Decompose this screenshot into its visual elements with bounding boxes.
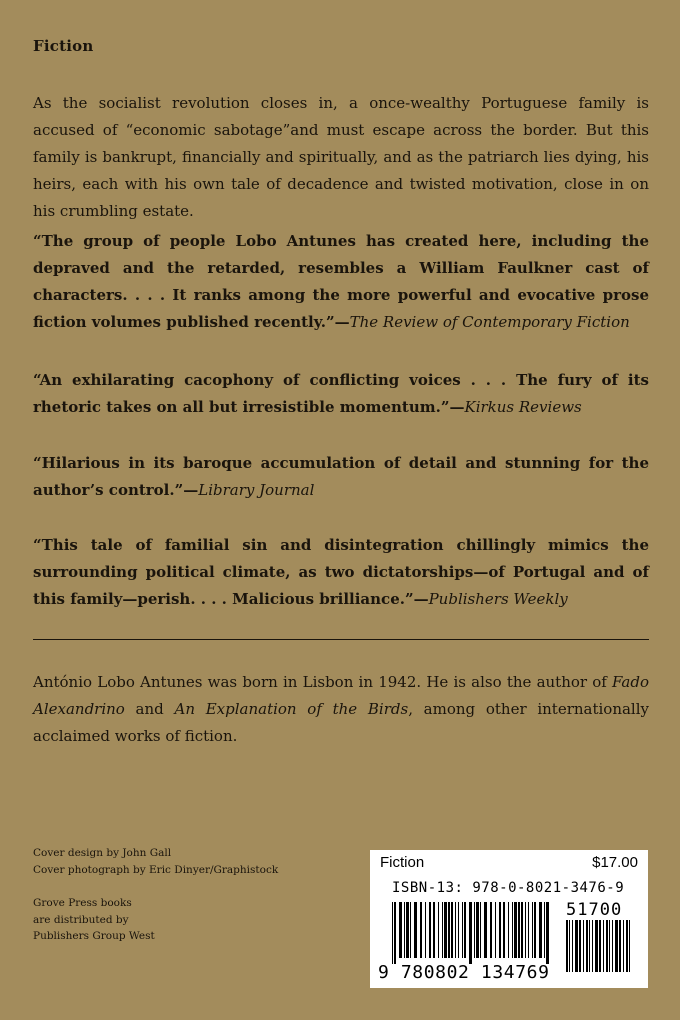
barcode-bar [462,902,463,958]
blurb-source: The Review of Contemporary Fiction [349,313,630,331]
author-bio [33,669,649,750]
distribution-line: Grove Press books [33,897,132,909]
barcode-bar [586,920,588,972]
barcode-bar [444,902,447,958]
barcode-bar [499,902,501,958]
blurb-publishers-weekly [33,532,649,613]
barcode-bar [583,920,584,972]
barcode-bar [599,920,601,972]
barcode-ean-digits: 9 780802 134769 [378,962,550,983]
barcode-bar [442,902,443,958]
barcode-bar [451,902,453,958]
bio-title-explanation-of-birds: An Explanation of the Birds [174,700,409,718]
barcode-bar [404,902,405,958]
barcode-bar [525,902,526,958]
barcode-bar [521,902,523,958]
barcode-supplement-digits: 51700 [566,900,623,920]
barcode-bar [546,902,549,964]
distribution-line: Publishers Group West [33,930,155,942]
bio-text-mid: and [124,700,175,718]
barcode-bar [425,902,426,958]
synopsis: As the socialist revolution closes in, a once-wealthy Portuguese family is accused of “economic sabotage”and must escape across the border. But this family is bankrupt, financially and spiritually, and as the patriarch lies dying, his heirs, each with his own tale of decadence and twisted motivation, close in on his crumbling estate. [33,94,649,220]
cover-design-credit: Cover design by John Gall [33,847,172,859]
barcode-bar [626,920,628,972]
barcode-isbn: ISBN-13: 978-0-8021-3476-9 [392,880,625,896]
barcode-bar [569,920,570,972]
blurb-dash: — [334,313,350,331]
barcode-bar [469,902,472,964]
barcode-bar [629,920,630,972]
barcode-bar [606,920,608,972]
barcode-bar [572,920,573,972]
barcode-bar [406,902,409,958]
barcode-bar [484,902,487,958]
barcode-bar [448,902,450,958]
distribution-line: are distributed by [33,913,129,926]
blurb-library-journal [33,450,649,504]
barcode-bar [503,902,505,958]
barcode-bar [420,902,422,958]
barcode-bar [495,902,496,958]
blurb-quote: “This tale of familial sin and disintegration chillingly mimics the surrounding political climate, as two dictatorships—of Portugal and of this family—perish. . . . Malicious brilliance.” [33,536,649,608]
distribution-note [33,895,155,945]
category-label: Fiction [33,37,94,55]
barcode-bar [512,902,513,958]
barcode-bar [476,902,479,958]
barcode-bar [532,902,533,958]
blurb-review-of-contemporary-fiction [33,228,649,336]
bio-title-fado-alexandrino: Fado Alexandrino [33,673,649,718]
barcode-bar [534,902,536,958]
barcode-bar [566,920,568,972]
barcode-bar [438,902,439,958]
blurb-source: Library Journal [198,481,315,499]
barcode-bar [619,920,621,972]
barcode-bar [623,920,624,972]
bio-text-start: António Lobo Antunes was born in Lisbon in 1942. He is also the author of [33,673,613,691]
barcode-price: $17.00 [592,854,638,871]
barcode-bar [528,902,529,958]
barcode-bar [480,902,481,958]
barcode-bar [394,902,396,964]
blurb-quote: “The group of people Lobo Antunes has created here, including the depraved and the retarded, resembles a William Faulkner cast of characters. . . . It ranks among the more powerful and evocative prose fiction volumes published recently.” [33,232,649,331]
blurb-quote: “Hilarious in its baroque accumulation of detail and stunning for the author’s control.” [33,454,649,499]
barcode-bar [458,902,459,958]
blurb-kirkus-reviews [33,367,649,421]
barcode-bar [490,902,492,958]
barcode-bar [589,920,590,972]
bio-text-end: , among other internationally acclaimed works of fiction. [33,700,650,745]
barcode-bar [609,920,610,972]
barcode-bar [603,920,604,972]
barcode-bar [410,902,411,958]
barcode-bar [615,920,618,972]
barcode-bar [464,902,466,958]
barcode-bar [508,902,509,958]
barcode-bar [399,902,402,958]
cover-credits [33,845,278,878]
barcode-label [370,850,648,988]
barcode-bar [414,902,417,958]
barcode-bar [518,902,520,958]
barcode-bar [592,920,593,972]
blurb-source: Publishers Weekly [428,590,568,608]
cover-photo-credit: Cover photograph by Eric Dinyer/Graphistock [33,863,279,876]
barcode-category: Fiction [380,854,425,871]
blurb-dash: — [413,590,429,608]
divider-rule [33,639,649,640]
barcode-bar [455,902,456,958]
barcode-bar [539,902,542,958]
barcode-bar [433,902,435,958]
blurb-quote: “An exhilarating cacophony of conflicting voices . . . The fury of its rhetoric takes on all but irresistible momentum.” [33,371,649,416]
blurb-dash: — [449,398,465,416]
barcode-bar [579,920,581,972]
barcode-bar [392,902,393,964]
barcode-bar [544,902,545,958]
barcode-bar [612,920,613,972]
barcode-bar [429,902,431,958]
barcode-bar [514,902,517,958]
blurb-source: Kirkus Reviews [464,398,582,416]
barcode-bar [575,920,578,972]
blurb-dash: — [183,481,199,499]
barcode-bar [595,920,598,972]
barcode-bar [474,902,475,958]
